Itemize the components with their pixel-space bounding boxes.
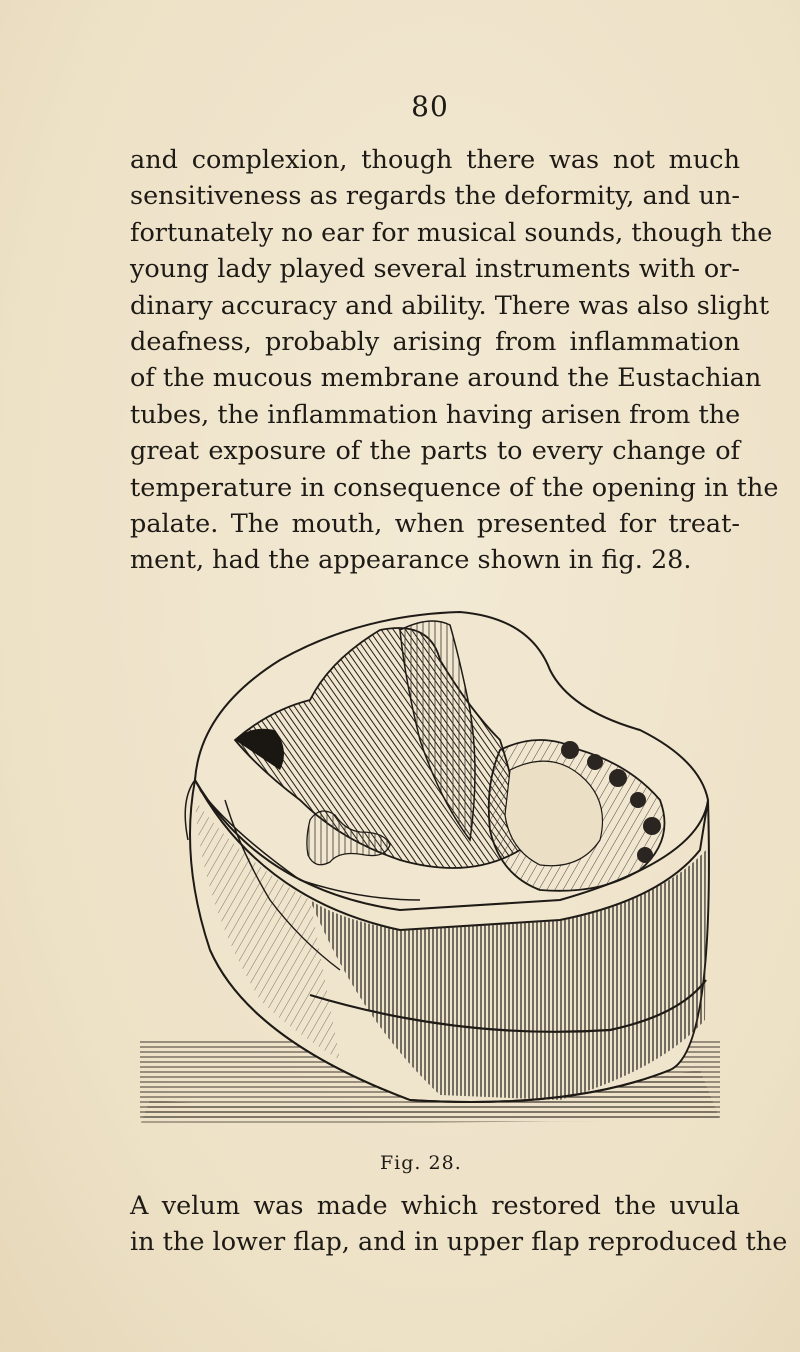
text-line: deafness, probably arising from inflammation (130, 327, 740, 358)
paragraph-1 (130, 142, 779, 579)
text-line: dinary accuracy and ability. There was also slight (130, 290, 770, 321)
text-line: ment, had the appearance shown in fig. 28. (130, 545, 692, 576)
text-line: young lady played several instruments with or- (130, 254, 740, 285)
text-line: great exposure of the parts to every change of (130, 436, 740, 467)
text-line: sensitiveness as regards the deformity, and un- (130, 181, 741, 212)
text-line: temperature in consequence of the opening in the (130, 472, 779, 503)
text-line: of the mucous membrane around the Eustachian (130, 363, 762, 394)
text-line: palate. The mouth, when presented for treat- (130, 509, 740, 540)
text-line: A velum was made which restored the uvula (130, 1191, 740, 1221)
text-line: in the lower flap, and in upper flap reproduced the (130, 1227, 788, 1258)
text-line: fortunately no ear for musical sounds, though the (130, 217, 773, 248)
paragraph-2 (130, 1188, 788, 1261)
figure-caption-prefix: Fig. (380, 1152, 422, 1174)
text-line: and complexion, though there was not much (130, 145, 740, 175)
figure-caption (380, 1152, 462, 1174)
figure-caption-number: 28. (428, 1152, 462, 1174)
page-number: 80 (411, 90, 449, 123)
figure-28-illustration (140, 600, 730, 1140)
text-line: tubes, the inflammation having arisen from the (130, 399, 741, 430)
